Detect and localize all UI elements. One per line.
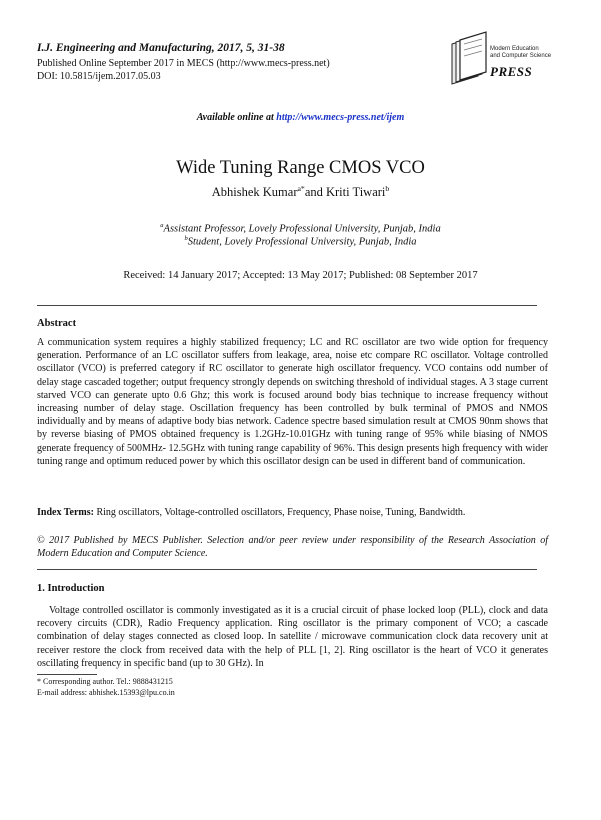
affiliation-b: $^b$Student, Lovely Professional University, Punjab, India <box>184 235 417 248</box>
abstract-text: A communication system requires a highly stabilized frequency; LC and RC oscillator are two wide option for frequency generation. Performance of an LC oscillator suffers from leakage, area, noise etc compare RC oscillator. Voltage controlled oscillator (VCO) is preferred category if RC oscillator to generate high oscillator frequency. VCO contains odd number of delay stage cascaded together; output frequency strongly depends on switching threshold of individual stages. A 3 stage current starved VCO can generate upto 0.6 Ghz; this work is focused around body bias technique to increase frequency without increasing number of delay stage. Oscillation frequency has been controlled by bulk terminal of PMOS and NMOS individually and by means of adaptive body bias network. Cadence spectre based simulation result at CMOS 90nm shows that by reverse biasing of PMOS obtained frequency is 1.2GHz-10.01GHz with tuning range of 95% while biasing of NMOS generate frequency of 500MHz- 12.5GHz with tuning range capability of 96%. This design presents high frequency with wider tuning range and optimum reduced power by which this oscillator design can be used in different band of communication. <box>37 337 548 467</box>
introduction-heading: 1. Introduction <box>37 583 105 594</box>
journal-citation: I.J. Engineering and Manufacturing, 2017, 5, 31-38 <box>37 42 285 54</box>
introduction-text: Voltage controlled oscillator is commonly investigated as it is a crucial circuit of phase locked loop (PLL), clock and data recovery circuits (CDR), Radio Frequency application. Ring oscillator is the primary component of VCO; a cascade combination of delay stages connected as closed loop. In satellite / microwave communication clock data recovery unit at receiver restore the clock from received data with the help of PLL [1, 2]. Ring oscillator is the heart of VCO it generates oscillating frequency in specific band (up to 30 GHz). In <box>37 605 548 669</box>
doi: DOI: 10.5815/ijem.2017.05.03 <box>37 71 161 82</box>
copyright-notice: © 2017 Published by MECS Publisher. Selection and/or peer review under responsibility of the Research Association of Modern Education and Computer Science. <box>37 535 548 560</box>
book-stack-icon <box>444 30 566 90</box>
divider-bottom <box>37 569 537 570</box>
mecs-press-logo <box>444 30 566 90</box>
received-dates: Received: 14 January 2017; Accepted: 13 May 2017; Published: 08 September 2017 <box>123 270 478 281</box>
logo-text: Modern Education and Computer Science <box>490 46 552 59</box>
abstract-heading: Abstract <box>37 318 77 329</box>
logo-press-label: PRESS <box>490 64 533 79</box>
publication-info: Published Online September 2017 in MECS (http://www.mecs-press.net) <box>37 58 330 69</box>
footnote-rule <box>37 674 97 675</box>
affiliation-a: $^a$Assistant Professor, Lovely Professional University, Punjab, India <box>160 222 441 235</box>
authors: Abhishek Kumar$^{a*}$and Kriti Tiwari$^b$ <box>211 184 390 200</box>
available-online: Available online at http://www.mecs-press.net/ijem <box>196 112 405 123</box>
divider-top <box>37 305 537 306</box>
corresponding-author: * Corresponding author. Tel.: 9888431215 <box>37 677 173 686</box>
journal-link[interactable]: http://www.mecs-press.net/ijem <box>276 112 405 123</box>
index-terms: Index Terms: Ring oscillators, Voltage-controlled oscillators, Frequency, Phase noise, Tuning, Bandwidth. <box>37 507 466 518</box>
paper-title: Wide Tuning Range CMOS VCO <box>176 158 425 178</box>
author-email: E-mail address: abhishek.15393@lpu.co.in <box>37 688 175 697</box>
